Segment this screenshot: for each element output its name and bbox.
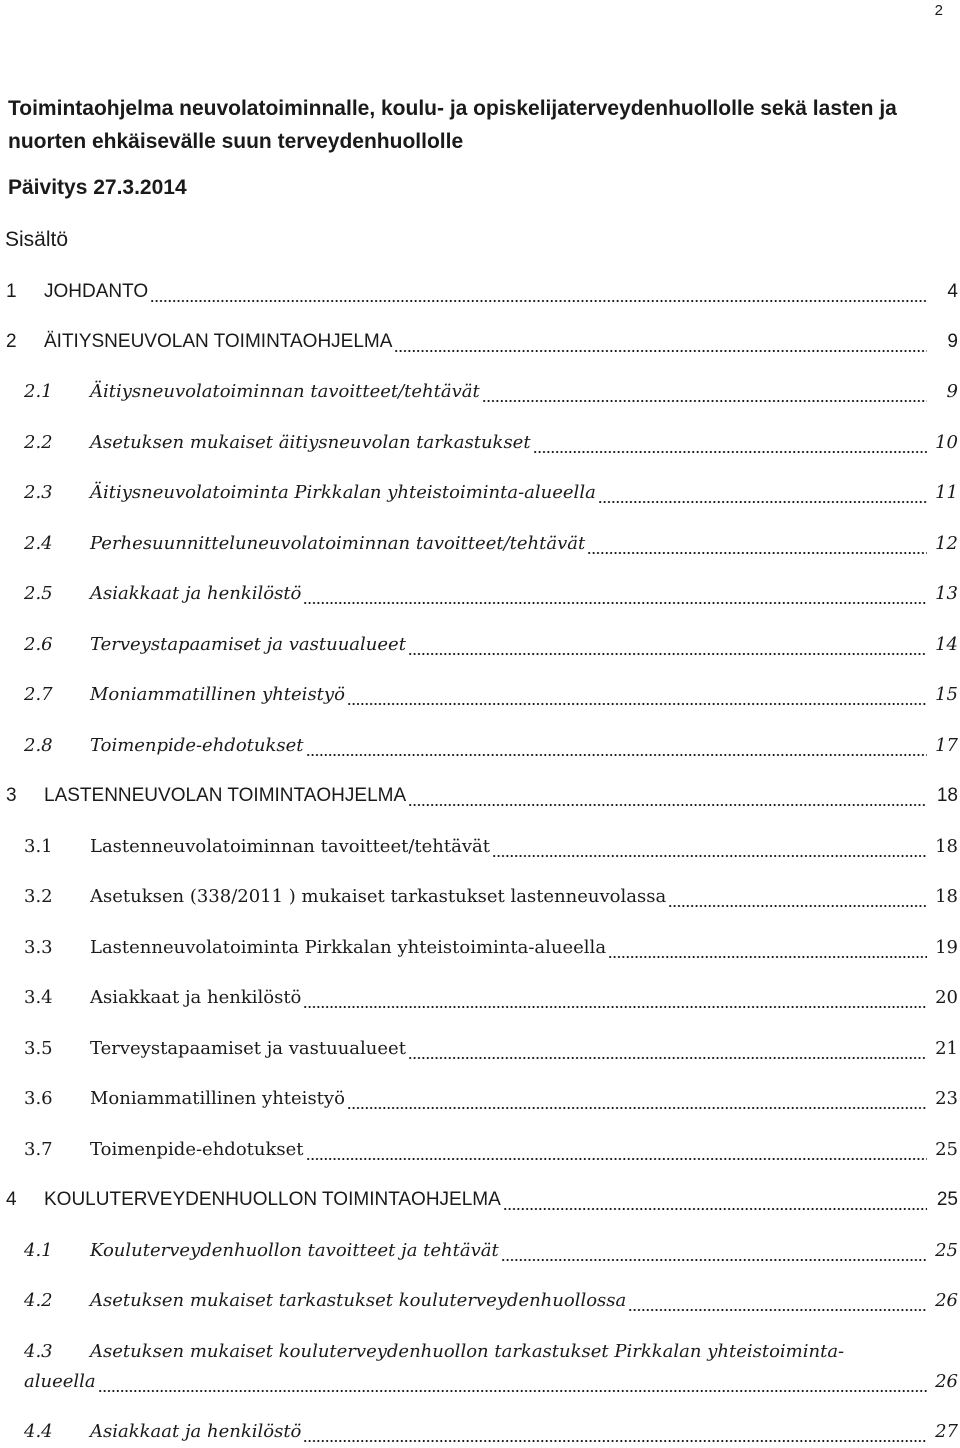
toc-entry-number: 2.7 (24, 684, 53, 705)
toc-entry-label: Terveystapaamiset ja vastuualueet (90, 634, 406, 655)
toc-entry-number: 2.8 (24, 735, 53, 756)
dot-leader (482, 377, 927, 407)
toc-entry-label: Asiakkaat ja henkilöstö (90, 1421, 302, 1442)
dot-leader (394, 327, 927, 357)
toc-entry-number: 4.4 (24, 1421, 53, 1442)
dot-leader (98, 1367, 927, 1397)
contents-heading: Sisältö (5, 228, 69, 251)
toc-entry-page: 17 (935, 735, 958, 756)
document-title: Toimintaohjelma neuvolatoiminnalle, koulu- ja opiskelijaterveydenhuollolle sekä lasten ja nuorten ehkäisevälle suun terveydenhuollolle (8, 97, 897, 153)
toc-entry[interactable] (0, 377, 960, 407)
toc-entry-label: Toimenpide-ehdotukset (90, 735, 304, 756)
toc-entry-page: 27 (935, 1421, 958, 1442)
toc-entry-number: 2.4 (24, 533, 53, 554)
dot-leader (303, 983, 927, 1013)
toc-entry[interactable] (0, 327, 960, 357)
toc-entry-page: 9 (946, 381, 958, 402)
toc-entry[interactable] (0, 680, 960, 710)
toc-entry-number: 2 (6, 331, 17, 352)
toc-entry-number: 3.6 (24, 1088, 53, 1109)
toc-entry-number: 2.3 (24, 482, 53, 503)
toc-entry-page: 23 (935, 1088, 958, 1109)
toc-entry-number: 3.2 (24, 886, 53, 907)
toc-entry[interactable] (0, 1084, 960, 1114)
toc-entry-number: 4 (6, 1189, 17, 1210)
toc-entry-label: Asiakkaat ja henkilöstö (90, 583, 302, 604)
toc-entry-number: 2.5 (24, 583, 53, 604)
toc-entry-label: Asetuksen (338/2011 ) mukaiset tarkastukset lastenneuvolassa (90, 886, 667, 907)
dot-leader (303, 1417, 927, 1447)
toc-entry-page: 26 (935, 1371, 958, 1392)
dot-leader (628, 1286, 927, 1316)
toc-entry-page: 26 (935, 1290, 958, 1311)
dot-leader (347, 680, 927, 710)
toc-entry-label: Kouluterveydenhuollon tavoitteet ja tehtävät (90, 1240, 499, 1261)
toc-entry-page: 10 (935, 432, 958, 453)
toc-entry-label: Asetuksen mukaiset äitiysneuvolan tarkastukset (90, 432, 531, 453)
toc-entry-page: 14 (935, 634, 958, 655)
dot-leader (408, 1034, 927, 1064)
dot-leader (408, 781, 927, 811)
toc-entry-page: 18 (935, 886, 958, 907)
toc-entry-page: 4 (947, 281, 958, 302)
toc-entry-page: 18 (936, 785, 958, 806)
toc-entry[interactable] (0, 1185, 960, 1215)
dot-leader (587, 529, 927, 559)
toc-entry-label: Äitiysneuvolatoiminta Pirkkalan yhteistoiminta-alueella (90, 482, 596, 503)
page-number: 2 (934, 2, 943, 19)
toc-entry-page: 25 (935, 1240, 958, 1261)
toc-entry-label: Terveystapaamiset ja vastuualueet (90, 1038, 406, 1059)
toc-entry-number: 3.1 (24, 836, 53, 857)
toc-entry[interactable] (0, 1286, 960, 1316)
toc-entry-label: Asetuksen mukaiset kouluterveydenhuollon tarkastukset Pirkkalan yhteistoiminta- (90, 1341, 845, 1362)
toc-entry-page: 11 (935, 482, 958, 503)
toc-entry-number: 4.1 (24, 1240, 53, 1261)
toc-entry[interactable] (0, 832, 960, 862)
toc-entry-number: 2.1 (24, 381, 53, 402)
toc-entry-page: 21 (935, 1038, 958, 1059)
toc-entry-page: 18 (935, 836, 958, 857)
toc-entry[interactable] (0, 478, 960, 508)
toc-entry-page: 19 (935, 937, 958, 958)
toc-entry-number: 4.3 (24, 1341, 53, 1362)
toc-entry-label: Asiakkaat ja henkilöstö (90, 987, 302, 1008)
dot-leader (150, 277, 927, 307)
toc-entry[interactable] (0, 1135, 960, 1165)
toc-entry[interactable] (0, 1337, 960, 1397)
dot-leader (608, 933, 927, 963)
toc-entry[interactable] (0, 1034, 960, 1064)
toc-entry[interactable] (0, 781, 960, 811)
dot-leader (533, 428, 927, 458)
dot-leader (347, 1084, 927, 1114)
toc-entry[interactable] (0, 630, 960, 660)
toc-entry-number: 3.3 (24, 937, 53, 958)
toc-entry-page: 25 (936, 1189, 958, 1210)
dot-leader (408, 630, 927, 660)
toc-entry[interactable] (0, 277, 960, 307)
toc-entry-page: 25 (935, 1139, 958, 1160)
toc-entry-page: 9 (947, 331, 958, 352)
dot-leader (503, 1185, 927, 1215)
toc-entry-label: KOULUTERVEYDENHUOLLON TOIMINTAOHJELMA (44, 1189, 501, 1210)
toc-entry[interactable] (0, 428, 960, 458)
toc-entry-label: Lastenneuvolatoiminnan tavoitteet/tehtävät (90, 836, 490, 857)
toc-entry-label: Asetuksen mukaiset tarkastukset kouluterveydenhuollossa (90, 1290, 627, 1311)
toc-entry-label: Moniammatillinen yhteistyö (90, 1088, 345, 1109)
dot-leader (492, 832, 927, 862)
toc-entry-number: 3.5 (24, 1038, 53, 1059)
toc-entry[interactable] (0, 933, 960, 963)
dot-leader (306, 1135, 927, 1165)
dot-leader (598, 478, 927, 508)
toc-entry[interactable] (0, 579, 960, 609)
dot-leader (668, 882, 927, 912)
toc-entry-number: 3 (6, 785, 17, 806)
toc-entry-label: Perhesuunnitteluneuvolatoiminnan tavoitteet/tehtävät (90, 533, 586, 554)
toc-entry-number: 1 (6, 281, 17, 302)
dot-leader (306, 731, 927, 761)
toc-entry-label: Äitiysneuvolatoiminnan tavoitteet/tehtävät (90, 381, 480, 402)
toc-entry-page: 12 (935, 533, 958, 554)
toc-entry[interactable] (0, 731, 960, 761)
toc-entry-number: 3.4 (24, 987, 53, 1008)
toc-entry[interactable] (0, 983, 960, 1013)
toc-entry-page: 20 (935, 987, 958, 1008)
toc-entry-label-continued: alueella (24, 1371, 96, 1392)
toc-entry-label: JOHDANTO (44, 281, 149, 302)
toc-entry-label: Toimenpide-ehdotukset (90, 1139, 304, 1160)
dot-leader (501, 1236, 927, 1266)
toc-entry-page: 15 (935, 684, 958, 705)
toc-entry-number: 2.2 (24, 432, 53, 453)
toc-entry[interactable] (0, 1417, 960, 1447)
toc-entry[interactable] (0, 1236, 960, 1266)
toc-entry-label: LASTENNEUVOLAN TOIMINTAOHJELMA (44, 785, 407, 806)
toc-entry-number: 3.7 (24, 1139, 53, 1160)
toc-entry[interactable] (0, 882, 960, 912)
toc-entry-label: ÄITIYSNEUVOLAN TOIMINTAOHJELMA (44, 331, 393, 352)
toc-entry-number: 4.2 (24, 1290, 53, 1311)
dot-leader (303, 579, 927, 609)
toc-entry-page: 13 (935, 583, 958, 604)
toc-entry[interactable] (0, 529, 960, 559)
toc-entry-number: 2.6 (24, 634, 53, 655)
update-date: Päivitys 27.3.2014 (8, 176, 187, 199)
toc-entry-label: Lastenneuvolatoiminta Pirkkalan yhteistoiminta-alueella (90, 937, 607, 958)
toc-entry-label: Moniammatillinen yhteistyö (90, 684, 345, 705)
